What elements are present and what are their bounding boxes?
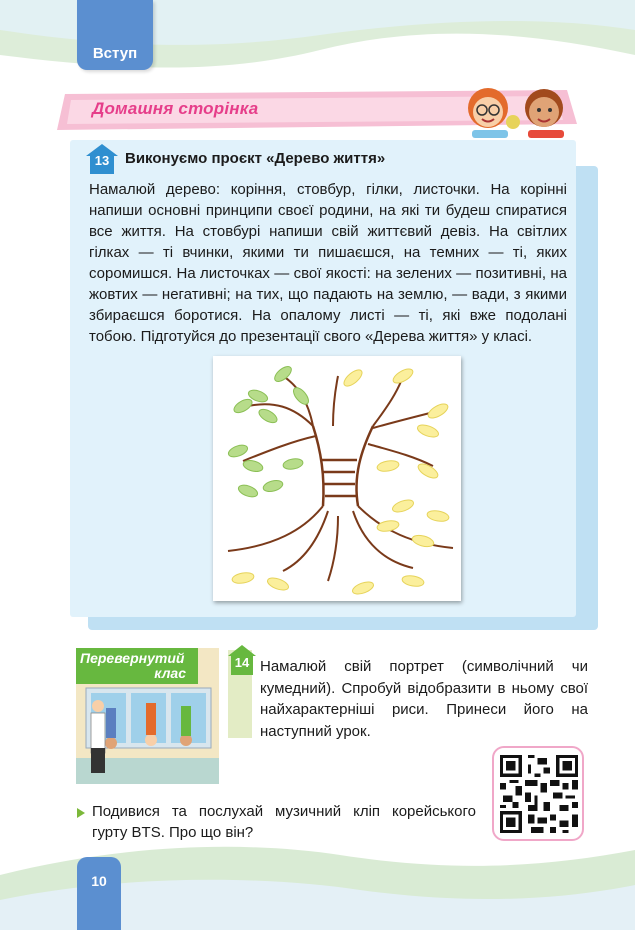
section-tab-label: Вступ: [92, 45, 138, 62]
page-number-tab: [77, 857, 121, 930]
bullet-arrow-icon: [77, 808, 85, 818]
qr-code-icon[interactable]: [500, 754, 578, 834]
kids-illustration: [458, 82, 576, 138]
section-tab: [77, 0, 153, 70]
tree-drawing: [213, 356, 461, 601]
flipped-class-label-line2: клас: [154, 665, 186, 681]
task-14-number-badge: [228, 645, 256, 675]
flipped-class-label: [76, 648, 198, 684]
tree-of-life-image: [213, 356, 461, 601]
qr-code-frame[interactable]: [492, 746, 584, 841]
task-13-number: 13: [94, 153, 110, 168]
task-13-text: Намалюй дерево: коріння, стовбур, гілки, листочки. На корінні напиши основні принципи своєї родини, на які ти будеш спиратися все життя. На стовбурі напиши свій життєвий девіз. На світлих гілках — ті вчинки, якими ти пишаєшся, на темних — ті, яких соромишся. На листочках — свої якості: на зелених — позитивні, на жовтих — негативні; на тих, що падають на землю, — вади, з якими збираєшся боротися. На опалому листі — ті, які вже подолані тобою. Підготуйся до презентації свого «Дерева життя» у класі.: [89, 181, 567, 345]
bts-task-text: Подивися та послухай музичний кліп корейського гурту BTS. Про що він?: [92, 803, 476, 841]
task-14-number: 14: [234, 655, 250, 670]
task-13-heading: Виконуємо проєкт «Дерево життя»: [125, 150, 386, 167]
page-number: 10: [91, 873, 107, 889]
task-13-number-badge: [86, 144, 118, 174]
flipped-class-label-line1: Перевернутий: [80, 650, 185, 666]
home-banner-title: Домашня сторінка: [92, 99, 259, 118]
task-14-text: Намалюй свій портрет (символічний чи кумедний). Спробуй відобразити в ньому свої найхарактерніші риси. Принеси його на наступний урок.: [260, 658, 588, 740]
